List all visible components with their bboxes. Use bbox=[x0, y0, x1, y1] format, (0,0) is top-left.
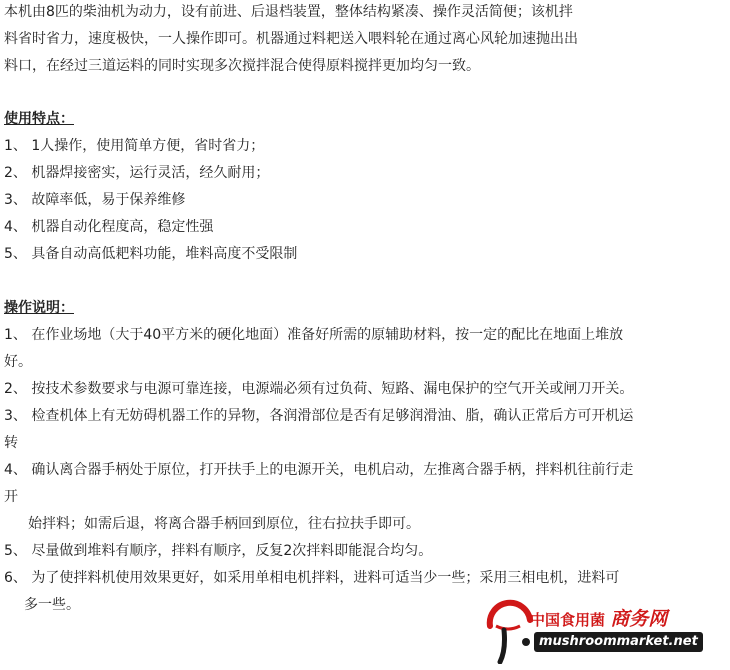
operation-line: 6、 为了使拌料机使用效果更好，如采用单相电机拌料，进料可适当少一些；采用三相电机，进料可 bbox=[4, 570, 620, 586]
operation-line: 转 bbox=[4, 435, 18, 451]
feature-item: 5、 具备自动高低耙料功能，堆料高度不受限制 bbox=[4, 246, 298, 262]
operation-line: 1、 在作业场地（大于40平方米的硬化地面）准备好所需的原辅助材料，按一定的配比在地面上堆放 bbox=[4, 327, 624, 343]
feature-item: 3、 故障率低，易于保养维修 bbox=[4, 192, 186, 208]
operation-line: 5、 尽量做到堆料有顺序，拌料有顺序，反复2次拌料即能混合均匀。 bbox=[4, 543, 433, 559]
watermark bbox=[482, 596, 722, 666]
operation-line: 开 bbox=[4, 489, 18, 505]
operation-line: 好。 bbox=[4, 354, 32, 370]
feature-item: 1、 1人操作，使用简单方便，省时省力； bbox=[4, 138, 265, 154]
watermark-brand-cn: 中国食用菌 bbox=[530, 611, 606, 629]
operation-line: 4、 确认离合器手柄处于原位，打开扶手上的电源开关，电机启动，左推离合器手柄，拌料机往前行走 bbox=[4, 462, 634, 478]
operation-line: 3、 检查机体上有无妨碍机器工作的异物，各润滑部位是否有足够润滑油、脂，确认正常后方可开机运 bbox=[4, 408, 634, 424]
intro-line-3: 料口，在经过三道运料的同时实现多次搅拌混合使得原料搅拌更加均匀一致。 bbox=[4, 58, 480, 74]
watermark-url: mushroommarket.net bbox=[534, 632, 703, 652]
feature-item: 4、 机器自动化程度高，稳定性强 bbox=[4, 219, 214, 235]
operation-line: 始拌料；如需后退，将离合器手柄回到原位，往右拉扶手即可。 bbox=[28, 516, 420, 532]
operation-heading: 操作说明： bbox=[4, 300, 74, 316]
intro-line-2: 料省时省力，速度极快，一人操作即可。机器通过料耙送入喂料轮在通过离心风轮加速抛出出 bbox=[4, 31, 578, 47]
watermark-brand-suffix: 商务网 bbox=[610, 608, 668, 630]
operation-line: 2、 按技术参数要求与电源可靠连接，电源端必须有过负荷、短路、漏电保护的空气开关或闸刀开关。 bbox=[4, 381, 634, 397]
watermark-brand bbox=[530, 604, 667, 631]
operation-line: 多一些。 bbox=[24, 597, 80, 613]
feature-item: 2、 机器焊接密实，运行灵活，经久耐用； bbox=[4, 165, 270, 181]
mushroom-logo-icon bbox=[482, 596, 536, 664]
features-heading: 使用特点： bbox=[4, 111, 74, 127]
intro-line-1: 本机由8匹的柴油机为动力，设有前进、后退档装置，整体结构紧凑、操作灵活简便；该机拌 bbox=[4, 4, 573, 20]
